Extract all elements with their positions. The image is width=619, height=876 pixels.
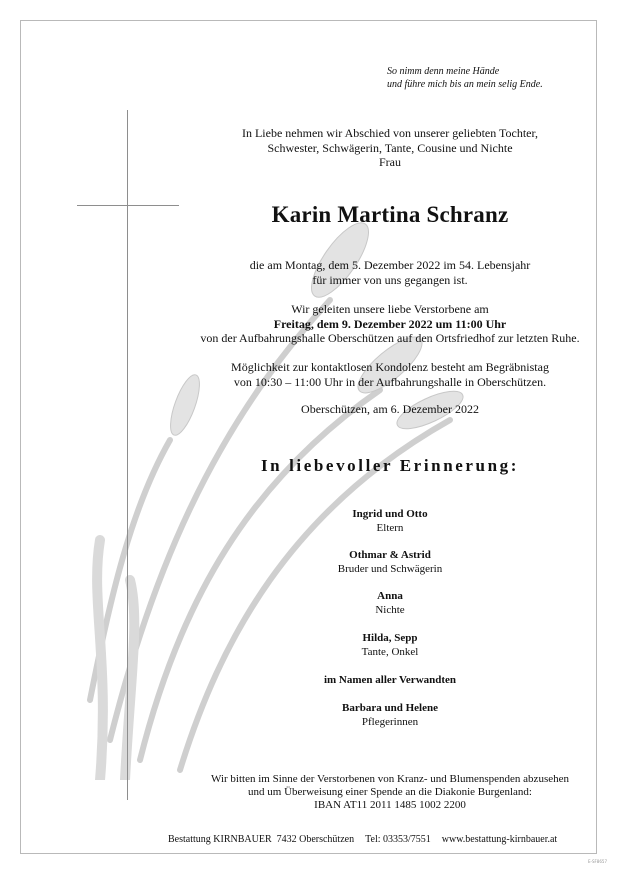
mourner-role: Bruder und Schwägerin: [337, 563, 443, 575]
intro-line: Frau: [379, 155, 401, 169]
donation-note: [90, 773, 619, 812]
quote-line: und führe mich bis an mein selig Ende.: [387, 79, 543, 90]
mourner-entry: [90, 631, 619, 659]
undertaker-website: www.bestattung-kirnbauer.at: [441, 834, 558, 845]
mourner-entry: [90, 701, 619, 729]
death-text: [90, 258, 619, 287]
condolence-line: Möglichkeit zur kontaktlosen Kondolenz besteht am Begräbnistag: [231, 360, 549, 374]
quote-line: So nimm denn meine Hände: [387, 66, 500, 77]
mourner-entry: [90, 589, 619, 617]
mourner-role: Pflegerinnen: [361, 716, 419, 728]
document-code: E-SF8657: [588, 859, 607, 864]
quote: [387, 65, 607, 91]
mourner-name: Hilda, Sepp: [362, 632, 418, 644]
mourner-entry: [90, 548, 619, 576]
donation-line: und um Überweisung einer Spende an die Diakonie Burgenland:: [248, 786, 532, 798]
mourner-entry: [90, 507, 619, 535]
place-date-line: Oberschützen, am 6. Dezember 2022: [301, 402, 479, 416]
iban-line: IBAN AT11 2011 1485 1002 2200: [314, 799, 466, 811]
funeral-line: von der Aufbahrungshalle Oberschützen auf den Ortsfriedhof zur letzten Ruhe.: [200, 331, 580, 345]
mourner-name: Barbara und Helene: [342, 702, 438, 714]
intro-line: In Liebe nehmen wir Abschied von unserer geliebten Tochter,: [241, 126, 539, 140]
undertaker-address: 7432 Oberschützen: [276, 834, 355, 845]
deceased-name: Karin Martina Schranz: [271, 202, 509, 227]
condolence-text: [90, 360, 619, 389]
mourner-entry: [90, 673, 619, 687]
intro-text: [90, 126, 619, 170]
funeral-date-time: Freitag, dem 9. Dezember 2022 um 11:00 Uhr: [273, 316, 507, 331]
death-line: die am Montag, dem 5. Dezember 2022 im 54. Lebensjahr: [249, 258, 531, 272]
mourner-name: Anna: [377, 590, 403, 602]
donation-line: Wir bitten im Sinne der Verstorbenen von Kranz- und Blumenspenden abzusehen: [211, 773, 569, 785]
condolence-line: von 10:30 – 11:00 Uhr in der Aufbahrungshalle in Oberschützen.: [233, 374, 547, 389]
undertaker-footer: [168, 834, 557, 845]
death-line: für immer von uns gegangen ist.: [312, 272, 468, 287]
mourner-name: Ingrid und Otto: [352, 508, 428, 520]
undertaker-company: Bestattung KIRNBAUER: [168, 834, 272, 845]
funeral-text: [90, 302, 619, 346]
undertaker-phone: Tel: 03353/7551: [365, 834, 431, 845]
funeral-line: Wir geleiten unsere liebe Verstorbene am: [291, 302, 489, 316]
memory-heading: In liebevoller Erinnerung:: [260, 456, 520, 475]
mourner-role: Eltern: [376, 522, 404, 534]
place-date: [90, 402, 619, 417]
mourner-name: Othmar & Astrid: [349, 549, 431, 561]
mourner-role: Nichte: [375, 604, 405, 616]
mourner-name: im Namen aller Verwandten: [323, 674, 457, 686]
mourner-role: Tante, Onkel: [361, 646, 419, 658]
intro-line: Schwester, Schwägerin, Tante, Cousine und Nichte: [267, 140, 513, 155]
